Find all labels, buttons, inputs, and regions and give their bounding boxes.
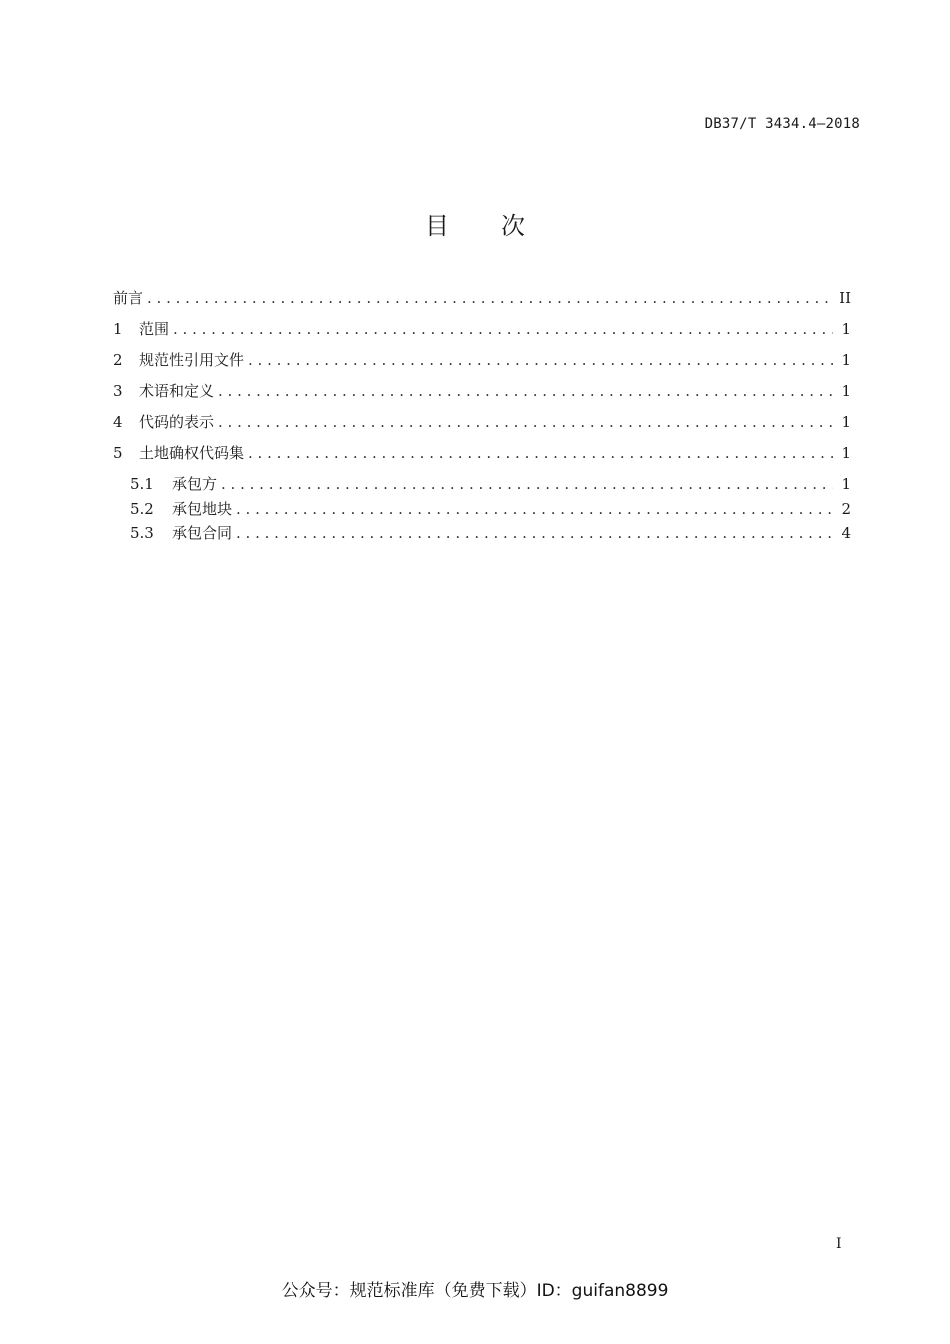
toc-entry-scope[interactable]: [113, 319, 851, 350]
toc-entry-number: 2: [113, 351, 123, 369]
footer-banner: 公众号：规范标准库（免费下载）ID：guifan8899: [281, 1281, 669, 1301]
toc-entry-page: 1: [841, 444, 851, 462]
toc-entry-page: 1: [841, 320, 851, 338]
toc-entry-label: 术语和定义: [139, 382, 215, 400]
toc-entry-number: 5.3: [130, 524, 154, 542]
toc-entry-label: 规范性引用文件: [139, 351, 245, 369]
toc-leader-dots: [248, 443, 833, 463]
toc-leader-dots: [236, 499, 833, 519]
toc-entry-page: II: [839, 289, 851, 307]
toc-leader-dots: [173, 319, 833, 339]
toc-leader-dots: [218, 381, 833, 401]
toc-entry-code-representation[interactable]: [113, 412, 851, 443]
toc-entry-code-sets[interactable]: [113, 443, 851, 474]
toc-title-char-2: 次: [501, 212, 525, 240]
toc-entry-number: 5: [113, 444, 123, 462]
toc-entry-label: 承包地块: [172, 499, 233, 518]
toc-entry-page: 4: [841, 524, 851, 542]
toc-entry-contractor[interactable]: [113, 474, 851, 499]
toc-entry-page: 1: [841, 475, 851, 493]
toc-entry-number: 5.1: [130, 475, 154, 493]
toc-entry-number: 4: [113, 413, 123, 431]
toc-leader-dots: [248, 350, 833, 370]
toc-entry-contracted-plot[interactable]: [113, 499, 851, 524]
toc-entry-number: 3: [113, 382, 123, 400]
page-number: I: [836, 1236, 842, 1252]
toc-leader-dots: [221, 474, 833, 494]
toc-entry-label: 范围: [139, 320, 170, 338]
toc-entry-page: 1: [841, 351, 851, 369]
toc-title-char-1: 目: [425, 212, 449, 240]
toc-entry-terms-definitions[interactable]: [113, 381, 851, 412]
toc-entry-number: 1: [113, 320, 123, 338]
toc-entry-page: 2: [841, 499, 851, 518]
toc-entry-label: 承包合同: [172, 524, 233, 542]
toc-entry-page: 1: [841, 382, 851, 400]
toc-entry-label: 土地确权代码集: [139, 444, 245, 462]
toc-entry-label: 代码的表示: [139, 413, 215, 431]
toc-leader-dots: [147, 288, 833, 308]
toc-entry-label: 承包方: [172, 475, 218, 493]
toc-leader-dots: [218, 412, 833, 432]
toc-entry-normative-references[interactable]: [113, 350, 851, 381]
table-of-contents: [113, 288, 851, 548]
toc-entry-contract[interactable]: [113, 523, 851, 548]
toc-entry-number: 5.2: [130, 499, 154, 518]
toc-entry-foreword[interactable]: [113, 288, 851, 319]
toc-title: [0, 206, 950, 241]
toc-entry-label: 前言: [113, 289, 144, 307]
document-code: DB37/T 3434.4—2018: [704, 116, 860, 132]
toc-entry-page: 1: [841, 413, 851, 431]
toc-leader-dots: [236, 523, 833, 543]
